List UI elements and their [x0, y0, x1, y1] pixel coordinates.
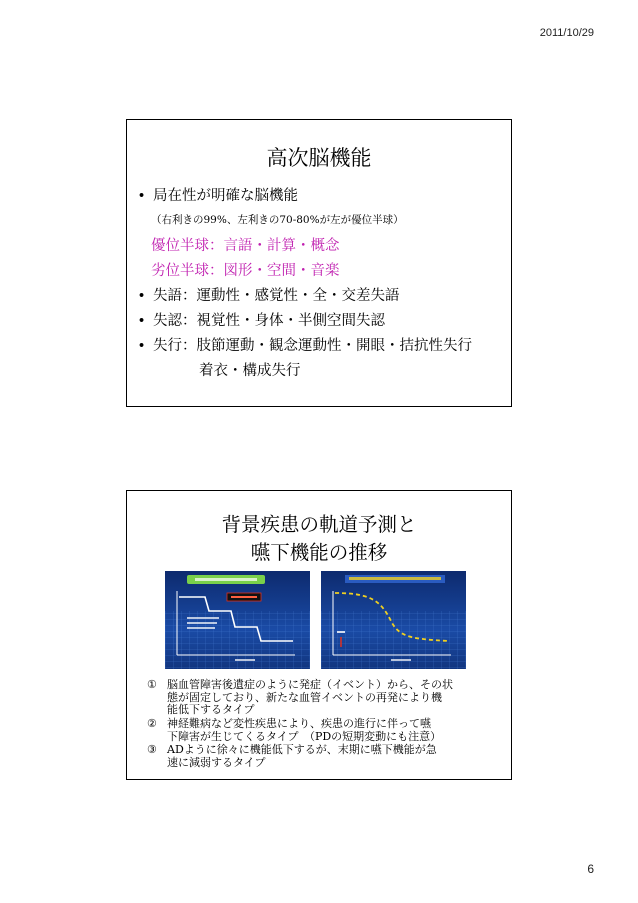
bullet-apraxia: • 失行：肢節運動・観念運動性・開眼・拮抗性失行 [139, 338, 472, 354]
dominant-hemisphere: 優位半球：言語・計算・概念 [151, 238, 340, 254]
slide-disease-trajectory [126, 490, 512, 780]
list-item-type2: ② 神経難病など変性疾患により、疾患の進行に伴って嚥 下障害が生じてくるタイプ （PDの短期変動にも注意） [147, 717, 442, 743]
stepwise-decline-chart-image [165, 571, 310, 669]
list-item-type1: ① 脳血管障害後遺症のように発症（イベント）から、その状 態が固定しており、新たな血管イベントの再発により機 能低下するタイプ [147, 678, 453, 716]
slide-higher-brain-function [126, 119, 512, 407]
bullet-localized-function: • 局在性が明確な脳機能 [139, 188, 298, 204]
page-number: 6 [587, 862, 594, 876]
progressive-decline-chart-image [321, 571, 466, 669]
handedness-note: （右利きの99%、左利きの70-80%が左が優位半球） [151, 214, 404, 226]
bullet-aphasia: • 失語：運動性・感覚性・全・交差失語 [139, 288, 400, 304]
slide-title: 高次脳機能 [266, 146, 372, 170]
slide-title-line1: 背景疾患の軌道予測と [221, 513, 417, 536]
bullet-agnosia: • 失認：視覚性・身体・半側空間失認 [139, 313, 385, 329]
bullet-apraxia-continued: 着衣・構成失行 [199, 363, 301, 379]
list-item-type3: ③ ADように徐々に機能低下するが、末期に嚥下機能が急 速に減弱するタイプ [147, 743, 437, 769]
nondominant-hemisphere: 劣位半球：図形・空間・音楽 [151, 263, 340, 279]
page-date: 2011/10/29 [539, 27, 594, 39]
slide-title-line2: 嚥下機能の推移 [250, 541, 388, 564]
